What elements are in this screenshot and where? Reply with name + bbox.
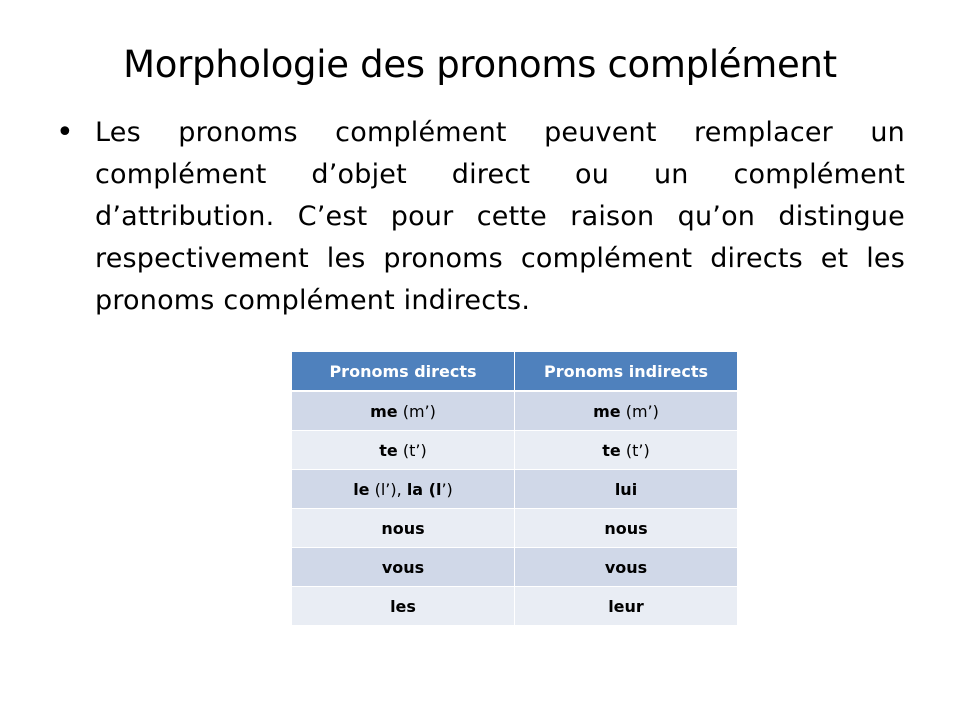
cell-direct: les <box>292 587 515 626</box>
table-row <box>292 431 737 470</box>
bullet-text: Les pronoms complément peuvent remplacer un complément d’objet direct ou un complément d’attribution. C’est pour cette raison qu’on distingue respectivement les pronoms complément directs et les pronoms complément indirects. <box>95 117 905 316</box>
cell-indirect: me (m’) <box>515 391 738 431</box>
cell-indirect: te (t’) <box>515 431 738 470</box>
table-row <box>292 548 737 587</box>
cell-direct: le (l’), la (l’) <box>292 470 515 509</box>
pronoun-table <box>292 352 737 625</box>
table-row <box>292 509 737 548</box>
slide-title: Morphologie des pronoms complément <box>123 43 837 86</box>
cell-direct: te (t’) <box>292 431 515 470</box>
bullet-marker: • <box>56 115 74 150</box>
table-header-row <box>292 352 737 391</box>
table-row <box>292 587 737 626</box>
header-indirect-pronouns: Pronoms indirects <box>515 352 738 391</box>
cell-direct: me (m’) <box>292 391 515 431</box>
table-row <box>292 391 737 431</box>
cell-indirect: lui <box>515 470 738 509</box>
table-row <box>292 470 737 509</box>
cell-indirect: vous <box>515 548 738 587</box>
cell-indirect: nous <box>515 509 738 548</box>
cell-direct: nous <box>292 509 515 548</box>
cell-direct: vous <box>292 548 515 587</box>
cell-indirect: leur <box>515 587 738 626</box>
header-direct-pronouns: Pronoms directs <box>292 352 515 391</box>
